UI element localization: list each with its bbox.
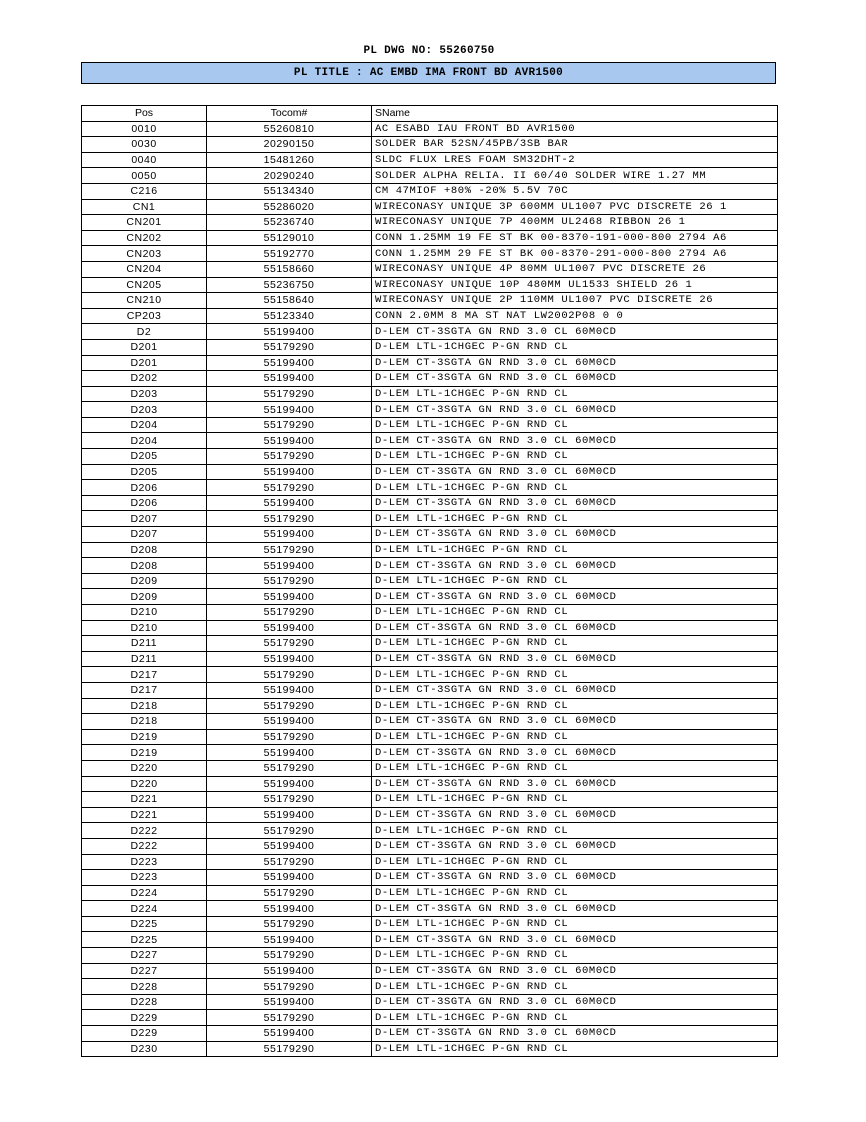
cell-pos: D207 <box>82 511 207 527</box>
cell-sname: D-LEM CT-3SGTA GN RND 3.0 CL 60M0CD <box>372 324 778 340</box>
cell-sname: SOLDER ALPHA RELIA. II 60/40 SOLDER WIRE 1.27 MM <box>372 168 778 184</box>
table-row <box>82 870 778 886</box>
cell-sname: D-LEM LTL-1CHGEC P-GN RND CL <box>372 1041 778 1057</box>
cell-pos: D204 <box>82 417 207 433</box>
cell-sname: D-LEM LTL-1CHGEC P-GN RND CL <box>372 386 778 402</box>
table-row <box>82 433 778 449</box>
cell-sname: D-LEM LTL-1CHGEC P-GN RND CL <box>372 916 778 932</box>
table-row <box>82 277 778 293</box>
cell-pos: D217 <box>82 682 207 698</box>
table-row <box>82 885 778 901</box>
cell-sname: D-LEM LTL-1CHGEC P-GN RND CL <box>372 1010 778 1026</box>
cell-sname: CONN 1.25MM 19 FE ST BK 00-8370-191-000-800 2794 A6 <box>372 230 778 246</box>
cell-sname: D-LEM CT-3SGTA GN RND 3.0 CL 60M0CD <box>372 870 778 886</box>
table-row <box>82 402 778 418</box>
cell-tocom: 55179290 <box>207 542 372 558</box>
cell-sname: D-LEM CT-3SGTA GN RND 3.0 CL 60M0CD <box>372 651 778 667</box>
table-row <box>82 994 778 1010</box>
table-row <box>82 854 778 870</box>
cell-sname: D-LEM LTL-1CHGEC P-GN RND CL <box>372 542 778 558</box>
drawing-number: PL DWG NO: 55260750 <box>363 45 495 57</box>
cell-pos: D205 <box>82 449 207 465</box>
cell-pos: D2 <box>82 324 207 340</box>
cell-pos: D217 <box>82 667 207 683</box>
cell-tocom: 55179290 <box>207 480 372 496</box>
cell-pos: CN201 <box>82 215 207 231</box>
parts-list-title: PL TITLE : AC EMBD IMA FRONT BD AVR1500 <box>81 62 776 84</box>
cell-tocom: 55199400 <box>207 994 372 1010</box>
cell-tocom: 55158640 <box>207 293 372 309</box>
cell-pos: D224 <box>82 901 207 917</box>
cell-tocom: 55199400 <box>207 620 372 636</box>
cell-sname: D-LEM CT-3SGTA GN RND 3.0 CL 60M0CD <box>372 620 778 636</box>
cell-pos: D208 <box>82 542 207 558</box>
cell-pos: D203 <box>82 402 207 418</box>
table-row <box>82 121 778 137</box>
cell-tocom: 55179290 <box>207 854 372 870</box>
cell-pos: D225 <box>82 916 207 932</box>
cell-tocom: 20290240 <box>207 168 372 184</box>
cell-pos: D230 <box>82 1041 207 1057</box>
cell-pos: 0040 <box>82 152 207 168</box>
cell-sname: AC ESABD IAU FRONT BD AVR1500 <box>372 121 778 137</box>
cell-pos: D218 <box>82 698 207 714</box>
table-row <box>82 261 778 277</box>
cell-tocom: 55199400 <box>207 1026 372 1042</box>
table-row <box>82 901 778 917</box>
cell-sname: D-LEM LTL-1CHGEC P-GN RND CL <box>372 760 778 776</box>
cell-pos: D223 <box>82 870 207 886</box>
cell-tocom: 55199400 <box>207 714 372 730</box>
cell-pos: D229 <box>82 1026 207 1042</box>
cell-tocom: 55123340 <box>207 308 372 324</box>
cell-tocom: 55179290 <box>207 760 372 776</box>
table-row <box>82 589 778 605</box>
cell-pos: C216 <box>82 183 207 199</box>
cell-sname: WIRECONASY UNIQUE 10P 480MM UL1533 SHIELD 26 1 <box>372 277 778 293</box>
cell-sname: WIRECONASY UNIQUE 7P 400MM UL2468 RIBBON 26 1 <box>372 215 778 231</box>
cell-sname: D-LEM CT-3SGTA GN RND 3.0 CL 60M0CD <box>372 776 778 792</box>
cell-tocom: 55179290 <box>207 885 372 901</box>
cell-sname: D-LEM CT-3SGTA GN RND 3.0 CL 60M0CD <box>372 807 778 823</box>
cell-sname: D-LEM LTL-1CHGEC P-GN RND CL <box>372 698 778 714</box>
cell-pos: D229 <box>82 1010 207 1026</box>
cell-sname: D-LEM LTL-1CHGEC P-GN RND CL <box>372 605 778 621</box>
cell-sname: D-LEM LTL-1CHGEC P-GN RND CL <box>372 729 778 745</box>
cell-sname: D-LEM CT-3SGTA GN RND 3.0 CL 60M0CD <box>372 464 778 480</box>
table-row <box>82 776 778 792</box>
table-row <box>82 916 778 932</box>
table-row <box>82 979 778 995</box>
table-row <box>82 792 778 808</box>
cell-pos: D209 <box>82 573 207 589</box>
cell-sname: D-LEM CT-3SGTA GN RND 3.0 CL 60M0CD <box>372 402 778 418</box>
table-row <box>82 230 778 246</box>
cell-sname: SLDC FLUX LRES FOAM SM32DHT-2 <box>372 152 778 168</box>
table-row <box>82 932 778 948</box>
cell-tocom: 55179290 <box>207 979 372 995</box>
table-row <box>82 168 778 184</box>
cell-sname: D-LEM CT-3SGTA GN RND 3.0 CL 60M0CD <box>372 745 778 761</box>
cell-pos: D225 <box>82 932 207 948</box>
cell-tocom: 55199400 <box>207 651 372 667</box>
cell-pos: D221 <box>82 792 207 808</box>
table-row <box>82 293 778 309</box>
table-row <box>82 308 778 324</box>
cell-tocom: 55179290 <box>207 339 372 355</box>
column-header-sname: SName <box>372 106 778 122</box>
cell-sname: D-LEM LTL-1CHGEC P-GN RND CL <box>372 854 778 870</box>
cell-tocom: 55199400 <box>207 901 372 917</box>
table-row <box>82 745 778 761</box>
cell-pos: CN205 <box>82 277 207 293</box>
cell-sname: D-LEM LTL-1CHGEC P-GN RND CL <box>372 979 778 995</box>
cell-tocom: 55179290 <box>207 1041 372 1057</box>
table-row <box>82 558 778 574</box>
cell-sname: D-LEM CT-3SGTA GN RND 3.0 CL 60M0CD <box>372 994 778 1010</box>
cell-tocom: 55179290 <box>207 417 372 433</box>
cell-pos: D219 <box>82 745 207 761</box>
cell-tocom: 55179290 <box>207 386 372 402</box>
cell-pos: D221 <box>82 807 207 823</box>
cell-tocom: 55199400 <box>207 324 372 340</box>
cell-sname: D-LEM CT-3SGTA GN RND 3.0 CL 60M0CD <box>372 838 778 854</box>
cell-tocom: 55179290 <box>207 948 372 964</box>
table-row <box>82 1010 778 1026</box>
cell-tocom: 55179290 <box>207 636 372 652</box>
cell-tocom: 55192770 <box>207 246 372 262</box>
cell-tocom: 55199400 <box>207 963 372 979</box>
cell-pos: CN202 <box>82 230 207 246</box>
column-header-tocom: Tocom# <box>207 106 372 122</box>
cell-sname: D-LEM LTL-1CHGEC P-GN RND CL <box>372 792 778 808</box>
cell-tocom: 55179290 <box>207 729 372 745</box>
table-row <box>82 620 778 636</box>
cell-tocom: 55179290 <box>207 792 372 808</box>
cell-pos: D218 <box>82 714 207 730</box>
cell-tocom: 55199400 <box>207 495 372 511</box>
table-row <box>82 682 778 698</box>
cell-tocom: 55179290 <box>207 916 372 932</box>
cell-pos: 0050 <box>82 168 207 184</box>
cell-tocom: 55199400 <box>207 838 372 854</box>
table-row <box>82 807 778 823</box>
cell-pos: D222 <box>82 838 207 854</box>
cell-sname: D-LEM LTL-1CHGEC P-GN RND CL <box>372 339 778 355</box>
cell-pos: D223 <box>82 854 207 870</box>
cell-tocom: 55199400 <box>207 807 372 823</box>
cell-pos: D211 <box>82 636 207 652</box>
table-row <box>82 651 778 667</box>
cell-tocom: 20290150 <box>207 137 372 153</box>
cell-tocom: 55179290 <box>207 823 372 839</box>
table-row <box>82 823 778 839</box>
cell-tocom: 55199400 <box>207 402 372 418</box>
cell-tocom: 15481260 <box>207 152 372 168</box>
cell-tocom: 55199400 <box>207 558 372 574</box>
cell-sname: D-LEM CT-3SGTA GN RND 3.0 CL 60M0CD <box>372 433 778 449</box>
cell-sname: CM 47MIOF +80% -20% 5.5V 70C <box>372 183 778 199</box>
table-row <box>82 324 778 340</box>
table-body <box>82 121 778 1057</box>
column-header-pos: Pos <box>82 106 207 122</box>
table-row <box>82 948 778 964</box>
table-row <box>82 371 778 387</box>
cell-tocom: 55134340 <box>207 183 372 199</box>
table-row <box>82 137 778 153</box>
cell-pos: D207 <box>82 527 207 543</box>
cell-sname: D-LEM CT-3SGTA GN RND 3.0 CL 60M0CD <box>372 371 778 387</box>
cell-sname: D-LEM CT-3SGTA GN RND 3.0 CL 60M0CD <box>372 527 778 543</box>
cell-tocom: 55199400 <box>207 464 372 480</box>
cell-sname: SOLDER BAR 52SN/45PB/3SB BAR <box>372 137 778 153</box>
cell-sname: D-LEM LTL-1CHGEC P-GN RND CL <box>372 948 778 964</box>
table-row <box>82 729 778 745</box>
cell-tocom: 55199400 <box>207 371 372 387</box>
cell-pos: D228 <box>82 994 207 1010</box>
cell-pos: D201 <box>82 339 207 355</box>
cell-sname: D-LEM CT-3SGTA GN RND 3.0 CL 60M0CD <box>372 963 778 979</box>
cell-pos: CN203 <box>82 246 207 262</box>
cell-pos: 0010 <box>82 121 207 137</box>
cell-pos: D202 <box>82 371 207 387</box>
cell-pos: D222 <box>82 823 207 839</box>
cell-tocom: 55199400 <box>207 745 372 761</box>
cell-sname: D-LEM LTL-1CHGEC P-GN RND CL <box>372 885 778 901</box>
table-header-row <box>82 106 778 122</box>
cell-sname: D-LEM LTL-1CHGEC P-GN RND CL <box>372 636 778 652</box>
table-row <box>82 355 778 371</box>
cell-tocom: 55199400 <box>207 433 372 449</box>
cell-pos: D210 <box>82 605 207 621</box>
cell-tocom: 55286020 <box>207 199 372 215</box>
table-row <box>82 838 778 854</box>
cell-sname: D-LEM LTL-1CHGEC P-GN RND CL <box>372 417 778 433</box>
cell-sname: D-LEM CT-3SGTA GN RND 3.0 CL 60M0CD <box>372 495 778 511</box>
cell-tocom: 55179290 <box>207 573 372 589</box>
table-row <box>82 215 778 231</box>
table-row <box>82 152 778 168</box>
cell-pos: CN1 <box>82 199 207 215</box>
cell-pos: D210 <box>82 620 207 636</box>
table-row <box>82 636 778 652</box>
cell-pos: D204 <box>82 433 207 449</box>
table-row <box>82 527 778 543</box>
table-row <box>82 1041 778 1057</box>
table-row <box>82 573 778 589</box>
cell-tocom: 55179290 <box>207 605 372 621</box>
cell-pos: D209 <box>82 589 207 605</box>
cell-pos: D227 <box>82 963 207 979</box>
cell-pos: CN204 <box>82 261 207 277</box>
cell-sname: CONN 1.25MM 29 FE ST BK 00-8370-291-000-800 2794 A6 <box>372 246 778 262</box>
table-row <box>82 714 778 730</box>
cell-pos: D211 <box>82 651 207 667</box>
cell-pos: CP203 <box>82 308 207 324</box>
cell-pos: D220 <box>82 760 207 776</box>
cell-sname: D-LEM LTL-1CHGEC P-GN RND CL <box>372 480 778 496</box>
cell-tocom: 55179290 <box>207 698 372 714</box>
cell-tocom: 55179290 <box>207 667 372 683</box>
table-row <box>82 199 778 215</box>
cell-tocom: 55199400 <box>207 682 372 698</box>
cell-sname: D-LEM CT-3SGTA GN RND 3.0 CL 60M0CD <box>372 355 778 371</box>
parts-list-table <box>81 105 778 1057</box>
cell-pos: D206 <box>82 480 207 496</box>
cell-sname: D-LEM CT-3SGTA GN RND 3.0 CL 60M0CD <box>372 558 778 574</box>
cell-sname: CONN 2.0MM 8 MA ST NAT LW2002P08 0 0 <box>372 308 778 324</box>
table-row <box>82 417 778 433</box>
table-row <box>82 667 778 683</box>
table-row <box>82 495 778 511</box>
cell-tocom: 55199400 <box>207 870 372 886</box>
cell-sname: D-LEM CT-3SGTA GN RND 3.0 CL 60M0CD <box>372 932 778 948</box>
cell-pos: CN210 <box>82 293 207 309</box>
cell-pos: D228 <box>82 979 207 995</box>
table-row <box>82 698 778 714</box>
table-row <box>82 339 778 355</box>
cell-pos: D205 <box>82 464 207 480</box>
table-row <box>82 760 778 776</box>
cell-pos: 0030 <box>82 137 207 153</box>
cell-tocom: 55199400 <box>207 776 372 792</box>
cell-tocom: 55129010 <box>207 230 372 246</box>
table-row <box>82 386 778 402</box>
cell-pos: D224 <box>82 885 207 901</box>
cell-sname: D-LEM CT-3SGTA GN RND 3.0 CL 60M0CD <box>372 901 778 917</box>
cell-tocom: 55199400 <box>207 527 372 543</box>
cell-pos: D220 <box>82 776 207 792</box>
cell-tocom: 55199400 <box>207 932 372 948</box>
cell-pos: D227 <box>82 948 207 964</box>
cell-pos: D203 <box>82 386 207 402</box>
cell-sname: D-LEM LTL-1CHGEC P-GN RND CL <box>372 573 778 589</box>
cell-sname: WIRECONASY UNIQUE 3P 600MM UL1007 PVC DISCRETE 26 1 <box>372 199 778 215</box>
table-row <box>82 511 778 527</box>
cell-tocom: 55260810 <box>207 121 372 137</box>
cell-sname: D-LEM CT-3SGTA GN RND 3.0 CL 60M0CD <box>372 589 778 605</box>
cell-tocom: 55179290 <box>207 1010 372 1026</box>
cell-tocom: 55199400 <box>207 355 372 371</box>
cell-tocom: 55179290 <box>207 511 372 527</box>
cell-tocom: 55158660 <box>207 261 372 277</box>
cell-sname: WIRECONASY UNIQUE 2P 110MM UL1007 PVC DISCRETE 26 <box>372 293 778 309</box>
cell-sname: D-LEM LTL-1CHGEC P-GN RND CL <box>372 449 778 465</box>
table-row <box>82 1026 778 1042</box>
table-row <box>82 449 778 465</box>
cell-pos: D219 <box>82 729 207 745</box>
cell-tocom: 55236750 <box>207 277 372 293</box>
table-row <box>82 464 778 480</box>
cell-sname: D-LEM LTL-1CHGEC P-GN RND CL <box>372 667 778 683</box>
cell-sname: D-LEM CT-3SGTA GN RND 3.0 CL 60M0CD <box>372 714 778 730</box>
table-row <box>82 605 778 621</box>
cell-sname: D-LEM CT-3SGTA GN RND 3.0 CL 60M0CD <box>372 682 778 698</box>
table-row <box>82 963 778 979</box>
cell-pos: D206 <box>82 495 207 511</box>
cell-sname: WIRECONASY UNIQUE 4P 80MM UL1007 PVC DISCRETE 26 <box>372 261 778 277</box>
cell-sname: D-LEM LTL-1CHGEC P-GN RND CL <box>372 511 778 527</box>
table-row <box>82 542 778 558</box>
table-row <box>82 246 778 262</box>
cell-tocom: 55236740 <box>207 215 372 231</box>
table-row <box>82 183 778 199</box>
cell-sname: D-LEM LTL-1CHGEC P-GN RND CL <box>372 823 778 839</box>
cell-pos: D201 <box>82 355 207 371</box>
cell-pos: D208 <box>82 558 207 574</box>
table-row <box>82 480 778 496</box>
cell-tocom: 55199400 <box>207 589 372 605</box>
cell-sname: D-LEM CT-3SGTA GN RND 3.0 CL 60M0CD <box>372 1026 778 1042</box>
cell-tocom: 55179290 <box>207 449 372 465</box>
